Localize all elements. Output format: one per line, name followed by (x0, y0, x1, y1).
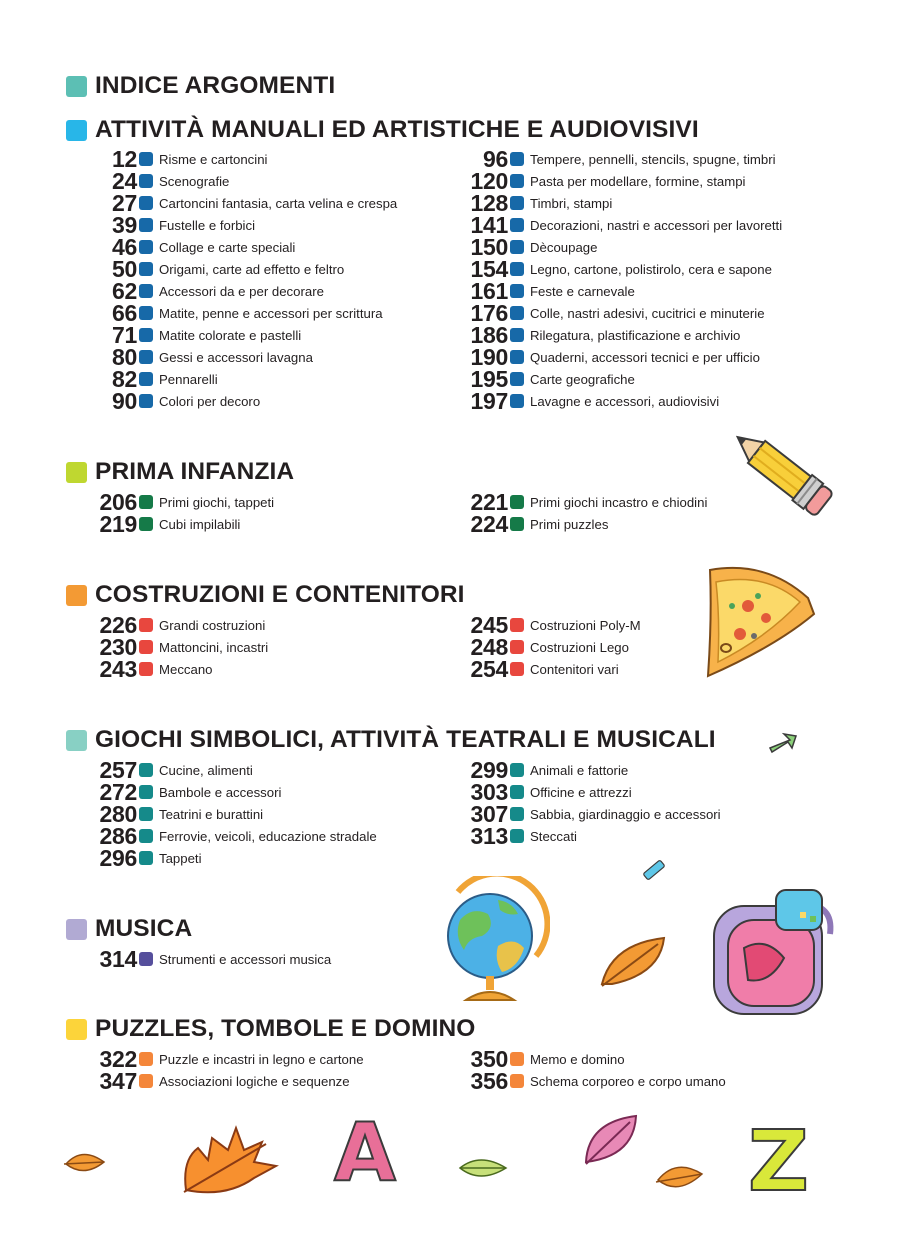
index-entry (93, 948, 331, 970)
page-number: 350 (470, 1046, 508, 1072)
index-entry (93, 368, 218, 390)
page-number: 176 (470, 300, 508, 326)
entry-label: Matite, penne e accessori per scrittura (159, 305, 383, 321)
bullet-square-icon (510, 785, 524, 799)
entry-label: Mattoncini, incastri (159, 639, 269, 655)
page-number: 71 (112, 322, 137, 348)
index-entry (93, 192, 397, 214)
entry-label: Officine e attrezzi (530, 784, 632, 800)
svg-text:A: A (334, 1106, 396, 1190)
section-square-costruzioni (66, 585, 87, 606)
page-number: 150 (470, 234, 508, 260)
page-number: 299 (470, 757, 508, 783)
page-number: 322 (99, 1046, 137, 1072)
page-number: 195 (470, 366, 508, 392)
page-number: 356 (470, 1068, 508, 1094)
bullet-square-icon (510, 372, 524, 386)
bullet-square-icon (510, 807, 524, 821)
globe-icon (438, 876, 550, 1004)
entry-label: Ferrovie, veicoli, educazione stradale (159, 828, 377, 844)
bullet-square-icon (139, 394, 153, 408)
entry-label: Meccano (159, 661, 213, 677)
bullet-square-icon (510, 1074, 524, 1088)
bullet-square-icon (139, 662, 153, 676)
entry-label: Primi puzzles (530, 516, 609, 532)
section-header-manuali (66, 115, 699, 145)
bullet-square-icon (510, 328, 524, 342)
bullet-square-icon (510, 618, 524, 632)
index-entry (464, 781, 632, 803)
bullet-square-icon (510, 196, 524, 210)
bullet-square-icon (510, 240, 524, 254)
title-square (66, 76, 87, 97)
bullet-square-icon (510, 1052, 524, 1066)
bullet-square-icon (139, 372, 153, 386)
entry-label: Matite colorate e pastelli (159, 327, 302, 343)
page-number: 80 (112, 344, 137, 370)
entry-label: Animali e fattorie (530, 762, 629, 778)
index-entry (464, 148, 776, 170)
page-number: 224 (470, 511, 508, 537)
entry-label: Collage e carte speciali (159, 239, 296, 255)
section-square-infanzia (66, 462, 87, 483)
page-number: 296 (99, 845, 137, 871)
entry-label: Colori per decoro (159, 393, 261, 409)
page-title: INDICE ARGOMENTI (95, 72, 336, 99)
bullet-square-icon (510, 262, 524, 276)
index-entry (464, 759, 628, 781)
page-number: 186 (470, 322, 508, 348)
page-number: 254 (470, 656, 508, 682)
section-header-giochi (66, 725, 716, 755)
index-entry (464, 346, 760, 368)
leaf-icon (582, 1112, 642, 1168)
index-entry (93, 148, 267, 170)
entry-label: Strumenti e accessori musica (159, 951, 332, 967)
bullet-square-icon (139, 152, 153, 166)
bullet-square-icon (139, 328, 153, 342)
entry-label: Costruzioni Poly-M (530, 617, 641, 633)
entry-label: Colle, nastri adesivi, cucitrici e minuterie (530, 305, 765, 321)
index-entry (464, 236, 597, 258)
letter-z-icon (742, 1110, 838, 1198)
entry-label: Lavagne e accessori, audiovisivi (530, 393, 720, 409)
index-entry (93, 781, 281, 803)
bullet-square-icon (139, 262, 153, 276)
entry-label: Cartoncini fantasia, carta velina e crespa (159, 195, 398, 211)
index-entry (93, 847, 202, 869)
bullet-square-icon (139, 1074, 153, 1088)
section-title-puzzles: PUZZLES, TOMBOLE E DOMINO (95, 1015, 476, 1042)
bullet-square-icon (139, 829, 153, 843)
page-number: 190 (470, 344, 508, 370)
entry-label: Dècoupage (530, 239, 598, 255)
bullet-square-icon (510, 495, 524, 509)
bullet-square-icon (510, 152, 524, 166)
index-entry (93, 324, 301, 346)
entry-label: Tempere, pennelli, stencils, spugne, timbri (530, 151, 776, 167)
pencil-icon (722, 416, 840, 526)
index-entry (464, 636, 629, 658)
index-entry (93, 258, 344, 280)
entry-label: Pennarelli (159, 371, 218, 387)
bullet-square-icon (139, 952, 153, 966)
leaf-icon (62, 1146, 108, 1178)
section-title-costruzioni: COSTRUZIONI E CONTENITORI (95, 581, 465, 608)
bullet-square-icon (139, 196, 153, 210)
page-number: 221 (470, 489, 508, 515)
bullet-square-icon (510, 174, 524, 188)
bullet-square-icon (139, 763, 153, 777)
index-entry (93, 759, 253, 781)
section-square-puzzles (66, 1019, 87, 1040)
bullet-square-icon (510, 640, 524, 654)
page-number: 12 (112, 146, 137, 172)
entry-label: Contenitori vari (530, 661, 619, 677)
section-header-puzzles (66, 1014, 475, 1044)
letter-v-icon (766, 730, 800, 754)
bullet-square-icon (139, 785, 153, 799)
bullet-square-icon (139, 174, 153, 188)
index-entry (464, 825, 577, 847)
section-square-giochi (66, 730, 87, 751)
page-number: 96 (483, 146, 508, 172)
entry-label: Tappeti (159, 850, 202, 866)
index-entry (93, 1070, 350, 1092)
page-number: 161 (470, 278, 508, 304)
index-entry (93, 513, 240, 535)
page-number: 154 (470, 256, 508, 282)
leaf-icon (456, 1152, 510, 1184)
leaf-icon (654, 1156, 706, 1196)
page-number: 90 (112, 388, 137, 414)
bullet-square-icon (139, 284, 153, 298)
bullet-square-icon (139, 618, 153, 632)
entry-label: Primi giochi incastro e chiodini (530, 494, 708, 510)
entry-label: Costruzioni Lego (530, 639, 629, 655)
page-number: 219 (99, 511, 137, 537)
index-entry (464, 614, 641, 636)
index-entry (93, 658, 213, 680)
entry-label: Puzzle e incastri in legno e cartone (159, 1051, 364, 1067)
page-number: 46 (112, 234, 137, 260)
entry-label: Decorazioni, nastri e accessori per lavoretti (530, 217, 783, 233)
page-number: 62 (112, 278, 137, 304)
svg-text:Z: Z (748, 1112, 809, 1198)
index-entry (93, 280, 324, 302)
page-number: 141 (470, 212, 508, 238)
page-number: 27 (112, 190, 137, 216)
bullet-square-icon (139, 517, 153, 531)
entry-label: Bambole e accessori (159, 784, 282, 800)
index-entry (464, 803, 721, 825)
index-title-row (66, 71, 335, 101)
section-header-infanzia (66, 457, 294, 487)
entry-label: Quaderni, accessori tecnici e per ufficio (530, 349, 760, 365)
entry-label: Primi giochi, tappeti (159, 494, 275, 510)
index-entry (464, 170, 746, 192)
index-entry (93, 803, 263, 825)
page-number: 243 (99, 656, 137, 682)
index-entry (464, 1070, 726, 1092)
bullet-square-icon (139, 807, 153, 821)
entry-label: Timbri, stampi (530, 195, 613, 211)
entry-label: Associazioni logiche e sequenze (159, 1073, 350, 1089)
bullet-square-icon (510, 829, 524, 843)
index-entry (464, 1048, 625, 1070)
pizza-icon (696, 558, 818, 680)
entry-label: Cubi impilabili (159, 516, 241, 532)
page-number: 314 (99, 946, 137, 972)
section-title-infanzia: PRIMA INFANZIA (95, 458, 295, 485)
entry-label: Rilegatura, plastificazione e archivio (530, 327, 741, 343)
section-header-costruzioni (66, 580, 465, 610)
index-entry (464, 390, 719, 412)
bullet-square-icon (139, 640, 153, 654)
entry-label: Accessori da e per decorare (159, 283, 324, 299)
page-number: 245 (470, 612, 508, 638)
entry-label: Memo e domino (530, 1051, 625, 1067)
page-number: 82 (112, 366, 137, 392)
index-entry (93, 1048, 364, 1070)
bullet-square-icon (510, 763, 524, 777)
index-entry (93, 825, 377, 847)
page-number: 272 (99, 779, 137, 805)
page-number: 39 (112, 212, 137, 238)
leaf-icon (598, 934, 672, 992)
page-number: 197 (470, 388, 508, 414)
entry-label: Fustelle e forbici (159, 217, 256, 233)
bullet-square-icon (510, 284, 524, 298)
page-number: 120 (470, 168, 508, 194)
page-number: 50 (112, 256, 137, 282)
page-number: 257 (99, 757, 137, 783)
index-entry (93, 346, 313, 368)
index-entry (93, 236, 295, 258)
bullet-square-icon (510, 218, 524, 232)
entry-label: Scenografie (159, 173, 230, 189)
entry-label: Cucine, alimenti (159, 762, 253, 778)
entry-label: Teatrini e burattini (159, 806, 264, 822)
entry-label: Legno, cartone, polistirolo, cera e sapone (530, 261, 772, 277)
entry-label: Schema corporeo e corpo umano (530, 1073, 726, 1089)
index-entry (93, 170, 229, 192)
page-number: 230 (99, 634, 137, 660)
index-entry (464, 368, 635, 390)
page-number: 347 (99, 1068, 137, 1094)
entry-label: Pasta per modellare, formine, stampi (530, 173, 746, 189)
page-number: 303 (470, 779, 508, 805)
index-entry (93, 614, 265, 636)
page-number: 206 (99, 489, 137, 515)
bullet-square-icon (139, 350, 153, 364)
index-entry (464, 658, 619, 680)
bullet-square-icon (510, 306, 524, 320)
section-square-manuali (66, 120, 87, 141)
bullet-square-icon (139, 218, 153, 232)
page-number: 313 (470, 823, 508, 849)
section-title-giochi: GIOCHI SIMBOLICI, ATTIVITÀ TEATRALI E MUSICALI (95, 726, 716, 753)
section-title-musica: MUSICA (95, 915, 193, 942)
index-entry (93, 390, 260, 412)
bullet-square-icon (510, 662, 524, 676)
page-number: 286 (99, 823, 137, 849)
bullet-square-icon (139, 1052, 153, 1066)
index-entry (93, 636, 268, 658)
index-entry (464, 192, 612, 214)
bullet-square-icon (139, 851, 153, 865)
bullet-square-icon (139, 495, 153, 509)
page-number: 307 (470, 801, 508, 827)
entry-label: Sabbia, giardinaggio e accessori (530, 806, 721, 822)
index-entry (464, 258, 772, 280)
section-header-musica (66, 914, 192, 944)
entry-label: Steccati (530, 828, 577, 844)
index-entry (93, 491, 274, 513)
bullet-square-icon (510, 350, 524, 364)
bullet-square-icon (510, 394, 524, 408)
bullet-square-icon (139, 306, 153, 320)
entry-label: Gessi e accessori lavagna (159, 349, 313, 365)
page-number: 66 (112, 300, 137, 326)
index-entry (464, 214, 782, 236)
section-title-manuali: ATTIVITÀ MANUALI ED ARTISTICHE E AUDIOVISIVI (95, 116, 699, 143)
leaf-icon (178, 1120, 282, 1200)
page-number: 24 (112, 168, 137, 194)
index-entry (93, 214, 255, 236)
entry-label: Grandi costruzioni (159, 617, 266, 633)
entry-label: Carte geografiche (530, 371, 635, 387)
entry-label: Feste e carnevale (530, 283, 635, 299)
bullet-square-icon (510, 517, 524, 531)
index-entry (464, 324, 740, 346)
entry-label: Origami, carte ad effetto e feltro (159, 261, 345, 277)
letter-a-icon (326, 1104, 408, 1190)
page-number: 248 (470, 634, 508, 660)
index-entry (93, 302, 383, 324)
section-square-musica (66, 919, 87, 940)
backpack-icon (706, 884, 836, 1024)
page-number: 280 (99, 801, 137, 827)
page-number: 128 (470, 190, 508, 216)
page-number: 226 (99, 612, 137, 638)
index-entry (464, 280, 635, 302)
index-entry (464, 491, 707, 513)
bullet-square-icon (139, 240, 153, 254)
entry-label: Risme e cartoncini (159, 151, 268, 167)
chalk-icon (640, 857, 668, 883)
index-entry (464, 302, 765, 324)
index-entry (464, 513, 608, 535)
